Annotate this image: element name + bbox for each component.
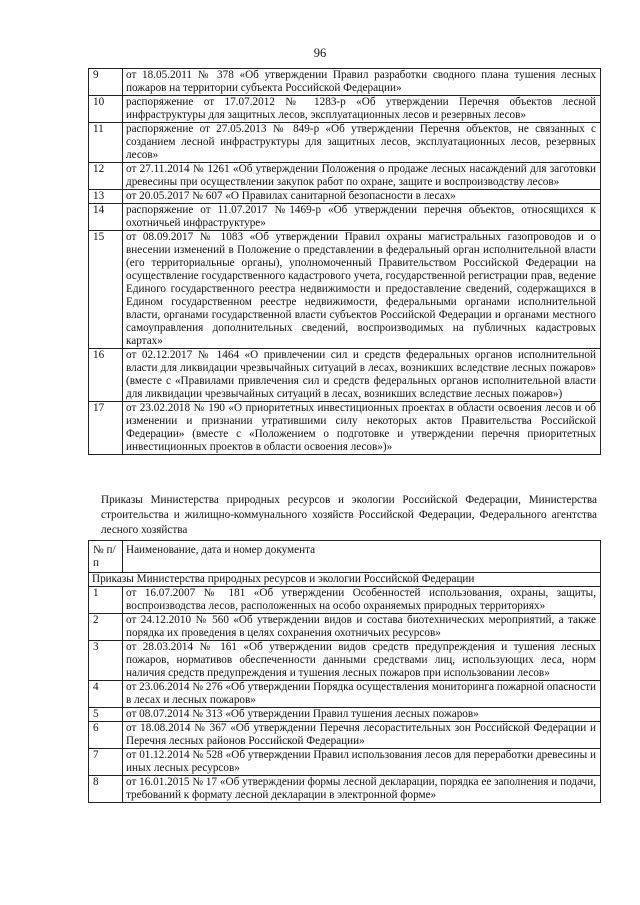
row-number: 11	[89, 123, 123, 163]
table-row	[89, 190, 601, 204]
table-row	[89, 402, 601, 455]
table-row	[89, 204, 601, 231]
document-title: от 20.05.2017 № 607 «О Правилах санитарной безопасности в лесах»	[123, 190, 601, 204]
page-number: 96	[313, 46, 327, 60]
row-number: 15	[89, 231, 123, 349]
section-title: Приказы Министерства природных ресурсов и экологии Российской Федерации	[89, 573, 601, 587]
table-row	[89, 776, 601, 803]
row-number: 16	[89, 349, 123, 402]
document-title: от 16.01.2015 № 17 «Об утверждении формы лесной декларации, порядка ее заполнения и подачи, требований к формату лесной декларации в электронной форме»	[123, 776, 601, 803]
document-title: от 16.07.2007 № 181 «Об утверждении Особенностей использования, охраны, защиты, воспроизводства лесов, расположенных на особо охраняемых природных территориях»	[123, 587, 601, 614]
document-title: от 23.02.2018 № 190 «О приоритетных инвестиционных проектах в области освоения лесов и об изменении и признании утратившими силу некоторых актов Правительства Российской Федерации» (вместе с «Положением о подготовке и утверждении перечня приоритетных инвестиционных проектов в области освоения лесов»)»	[123, 402, 601, 455]
table-row	[89, 349, 601, 402]
document-title: от 28.03.2014 № 161 «Об утверждении видов средств предупреждения и тушения лесных пожаров, нормативов обеспеченности данными средствами лиц, использующих леса, норм наличия средств предупреждения и тушения лесных пожаров при использовании лесов»	[123, 641, 601, 681]
row-number: 2	[89, 614, 123, 641]
government-decrees-table	[88, 68, 601, 455]
document-title: от 08.09.2017 № 1083 «Об утверждении Правил охраны магистральных газопроводов и о внесении изменений в Положение о представлении в федеральный орган исполнительной власти (его территориальные органы), уполномоченный Правительством Российской Федерации на осуществление государственного кадастрового учета, государственной регистрации прав, ведение Единого государственного реестра недвижимости и предоставление сведений, содержащихся в Едином государственном реестре недвижимости, федеральными органами исполнительной власти, органами государственной власти субъектов Российской Федерации и органами местного самоуправления дополнительных сведений, воспроизводимых на публичных кадастровых картах»	[123, 231, 601, 349]
document-title: от 02.12.2017 № 1464 «О привлечении сил и средств федеральных органов исполнительной власти для ликвидации чрезвычайных ситуаций в лесах, возникших вследствие лесных пожаров» (вместе с «Правилами привлечения сил и средств федеральных органов исполнительной власти для ликвидации чрезвычайных ситуаций в лесах, возникших вследствие лесных пожаров»)	[123, 349, 601, 402]
row-number: 9	[89, 69, 123, 96]
document-title: от 27.11.2014 № 1261 «Об утверждении Положения о продаже лесных насаждений для заготовки древесины при осуществлении закупок работ по охране, защите и воспроизводству лесов»	[123, 163, 601, 190]
table-row	[89, 587, 601, 614]
table-header-row	[89, 541, 601, 573]
document-title: распоряжение от 17.07.2012 № 1283-р «Об утверждении Перечня объектов лесной инфраструктуры для защитных лесов, эксплуатационных лесов и резервных лесов»	[123, 96, 601, 123]
row-number: 14	[89, 204, 123, 231]
table-row	[89, 749, 601, 776]
table-row	[89, 681, 601, 708]
document-title: от 18.05.2011 № 378 «Об утверждении Правил разработки сводного плана тушения лесных пожаров на территории субъекта Российской Федерации»	[123, 69, 601, 96]
table-row	[89, 96, 601, 123]
document-title: от 24.12.2010 № 560 «Об утверждении видов и состава биотехнических мероприятий, а также порядка их проведения в целях сохранения охотничьих ресурсов»	[123, 614, 601, 641]
row-number: 10	[89, 96, 123, 123]
row-number: 1	[89, 587, 123, 614]
document-title: от 08.07.2014 № 313 «Об утверждении Правил тушения лесных пожаров»	[123, 708, 601, 722]
row-number: 6	[89, 722, 123, 749]
document-title: распоряжение от 11.07.2017 №1469-р «Об утверждении перечня объектов, относящихся к охотничьей инфраструктуре»	[123, 204, 601, 231]
row-number: 3	[89, 641, 123, 681]
section-heading: Приказы Министерства природных ресурсов и экологии Российской Федерации, Министерства строительства и жилищно-коммунального хозяйств Российской Федерации, Федерального агентства лесного хозяйства	[101, 494, 597, 536]
government-decrees-table-body	[89, 69, 601, 455]
table-row	[89, 123, 601, 163]
ministry-orders-table	[88, 540, 601, 803]
row-number: 5	[89, 708, 123, 722]
table-row	[89, 69, 601, 96]
header-name-column: Наименование, дата и номер документа	[123, 541, 601, 573]
row-number: 7	[89, 749, 123, 776]
table-row	[89, 614, 601, 641]
row-number: 8	[89, 776, 123, 803]
header-number-column: № п/п	[89, 541, 123, 573]
document-title: распоряжение от 27.05.2013 № 849-р «Об утверждении Перечня объектов, не связанных с созданием лесной инфраструктуры для защитных лесов, эксплуатационных лесов, резервных лесов»	[123, 123, 601, 163]
table-row	[89, 722, 601, 749]
document-title: от 01.12.2014 № 528 «Об утверждении Правил использования лесов для переработки древесины и иных лесных ресурсов»	[123, 749, 601, 776]
document-title: от 23.06.2014 № 276 «Об утверждении Порядка осуществления мониторинга пожарной опасности в лесах и лесных пожаров»	[123, 681, 601, 708]
row-number: 12	[89, 163, 123, 190]
document-title: от 18.08.2014 № 367 «Об утверждении Перечня лесорастительных зон Российской Федерации и Перечня лесных районов Российской Федерации»	[123, 722, 601, 749]
table-row	[89, 708, 601, 722]
ministry-orders-table-body	[89, 587, 601, 803]
table-row	[89, 641, 601, 681]
row-number: 4	[89, 681, 123, 708]
table-row	[89, 163, 601, 190]
row-number: 13	[89, 190, 123, 204]
table-row	[89, 231, 601, 349]
table-section-row	[89, 573, 601, 587]
row-number: 17	[89, 402, 123, 455]
